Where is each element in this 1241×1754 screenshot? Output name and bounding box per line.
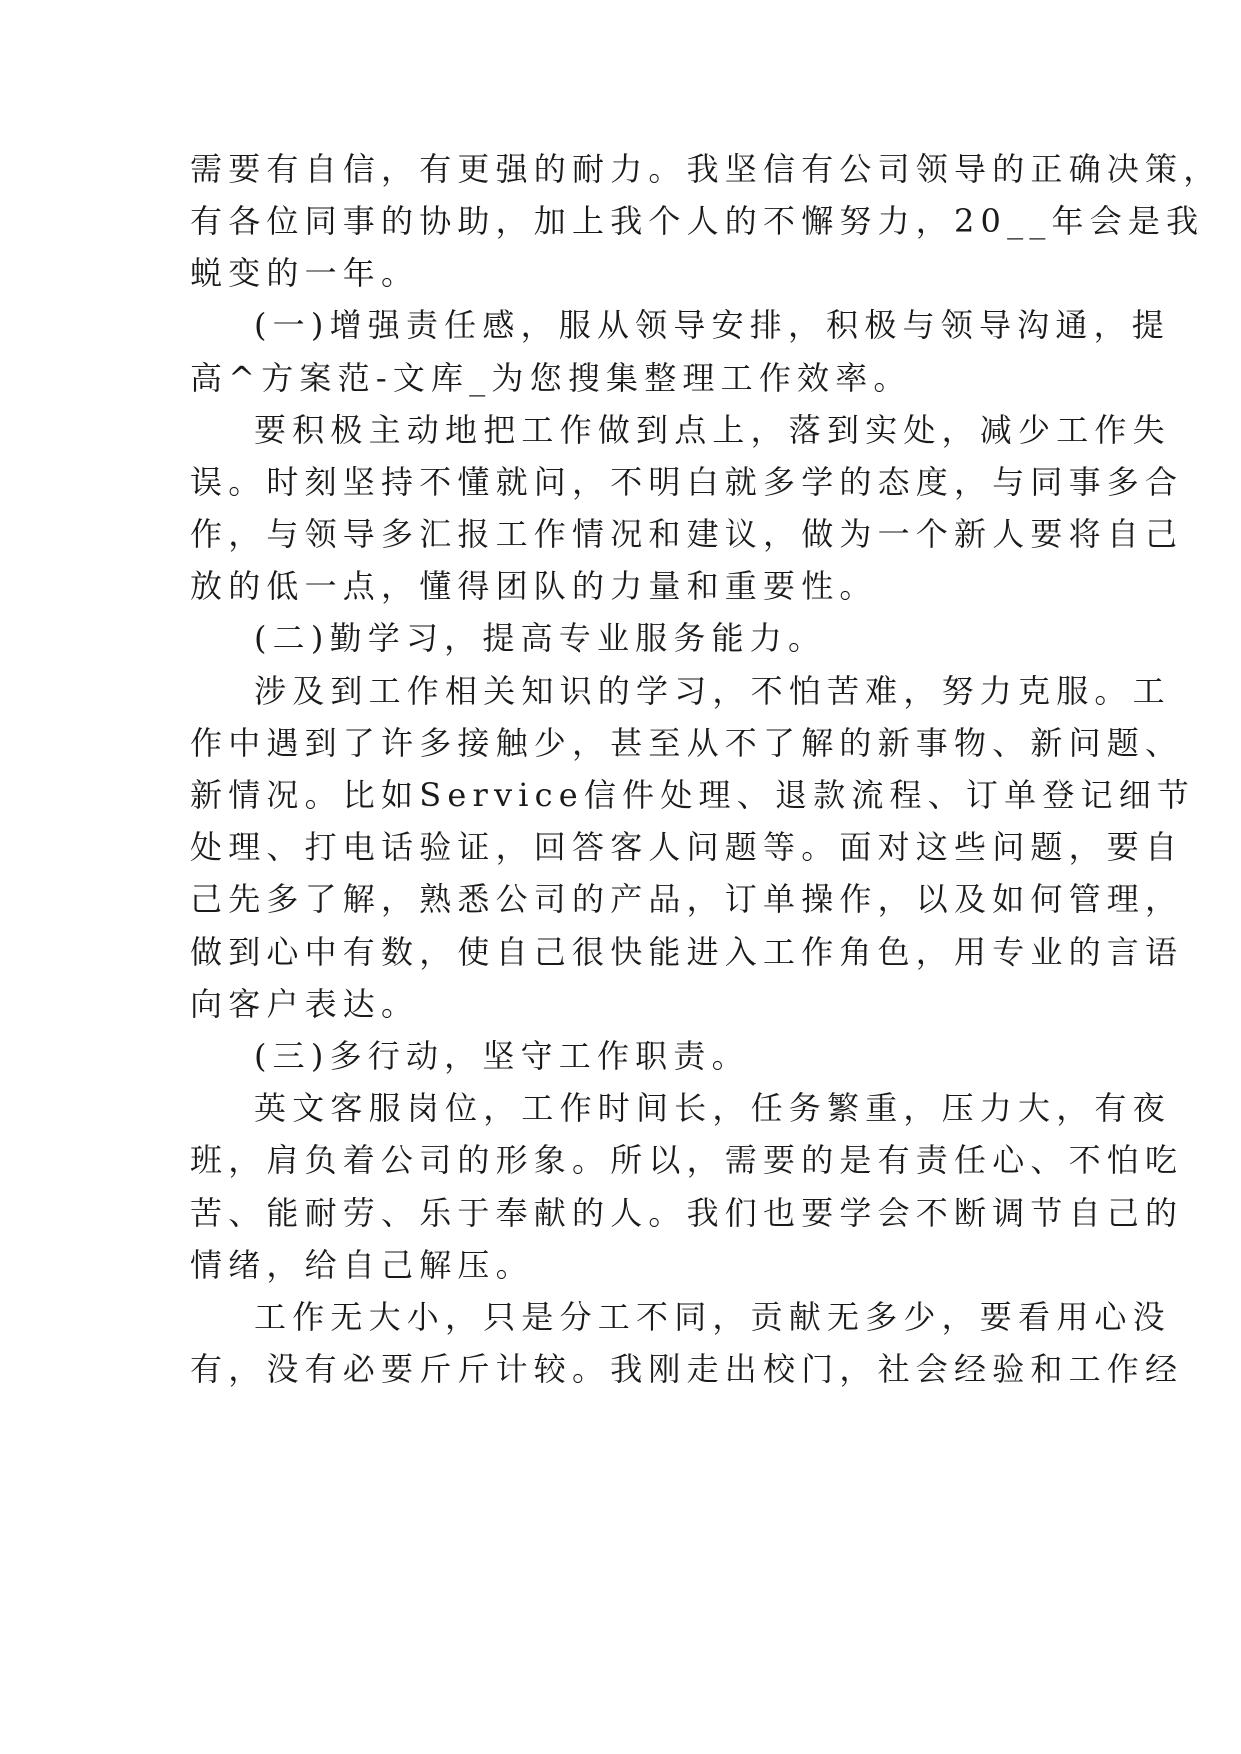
- text-line: 涉及到工作相关知识的学习，不怕苦难，努力克服。工: [254, 672, 1171, 710]
- text-line: 班，肩负着公司的形象。所以，需要的是有责任心、不怕吃: [190, 1141, 1184, 1179]
- text-line: 蜕变的一年。: [190, 254, 420, 292]
- text-line: 做到心中有数，使自己很快能进入工作角色，用专业的言语: [190, 933, 1184, 971]
- text-line: 苦、能耐劳、乐于奉献的人。我们也要学会不断调节自己的: [190, 1194, 1184, 1232]
- section-heading-3: (三)多行动，坚守工作职责。: [254, 1037, 750, 1075]
- text-line: 要积极主动地把工作做到点上，落到实处，减少工作失: [254, 411, 1171, 449]
- text-line: 情绪，给自己解压。: [190, 1246, 534, 1284]
- section-heading-1: (一)增强责任感，服从领导安排，积极与领导沟通，提: [254, 306, 1170, 344]
- text-line: 放的低一点，懂得团队的力量和重要性。: [190, 567, 878, 605]
- text-line: 误。时刻坚持不懂就问，不明白就多学的态度，与同事多合: [190, 463, 1184, 501]
- text-line: 向客户表达。: [190, 985, 420, 1023]
- text-line: 新情况。比如Service信件处理、退款流程、订单登记细节: [190, 776, 1196, 814]
- text-line: 英文客服岗位，工作时间长，任务繁重，压力大，有夜: [254, 1089, 1171, 1127]
- text-line: 有各位同事的协助，加上我个人的不懈努力，20__年会是我: [190, 202, 1205, 240]
- text-line: 高^方案范-文库_为您搜集整理工作效率。: [190, 359, 912, 397]
- text-line: 需要有自信，有更强的耐力。我坚信有公司领导的正确决策，: [190, 150, 1222, 188]
- text-line: 处理、打电话验证，回答客人问题等。面对这些问题，要自: [190, 828, 1184, 866]
- text-line: 作，与领导多汇报工作情况和建议，做为一个新人要将自己: [190, 515, 1184, 553]
- text-line: 作中遇到了许多接触少，甚至从不了解的新事物、新问题、: [190, 724, 1184, 762]
- section-heading-2: (二)勤学习，提高专业服务能力。: [254, 619, 827, 657]
- text-line: 己先多了解，熟悉公司的产品，订单操作，以及如何管理，: [190, 880, 1184, 918]
- text-line: 工作无大小，只是分工不同，贡献无多少，要看用心没: [254, 1298, 1171, 1336]
- text-line: 有，没有必要斤斤计较。我刚走出校门，社会经验和工作经: [190, 1350, 1184, 1388]
